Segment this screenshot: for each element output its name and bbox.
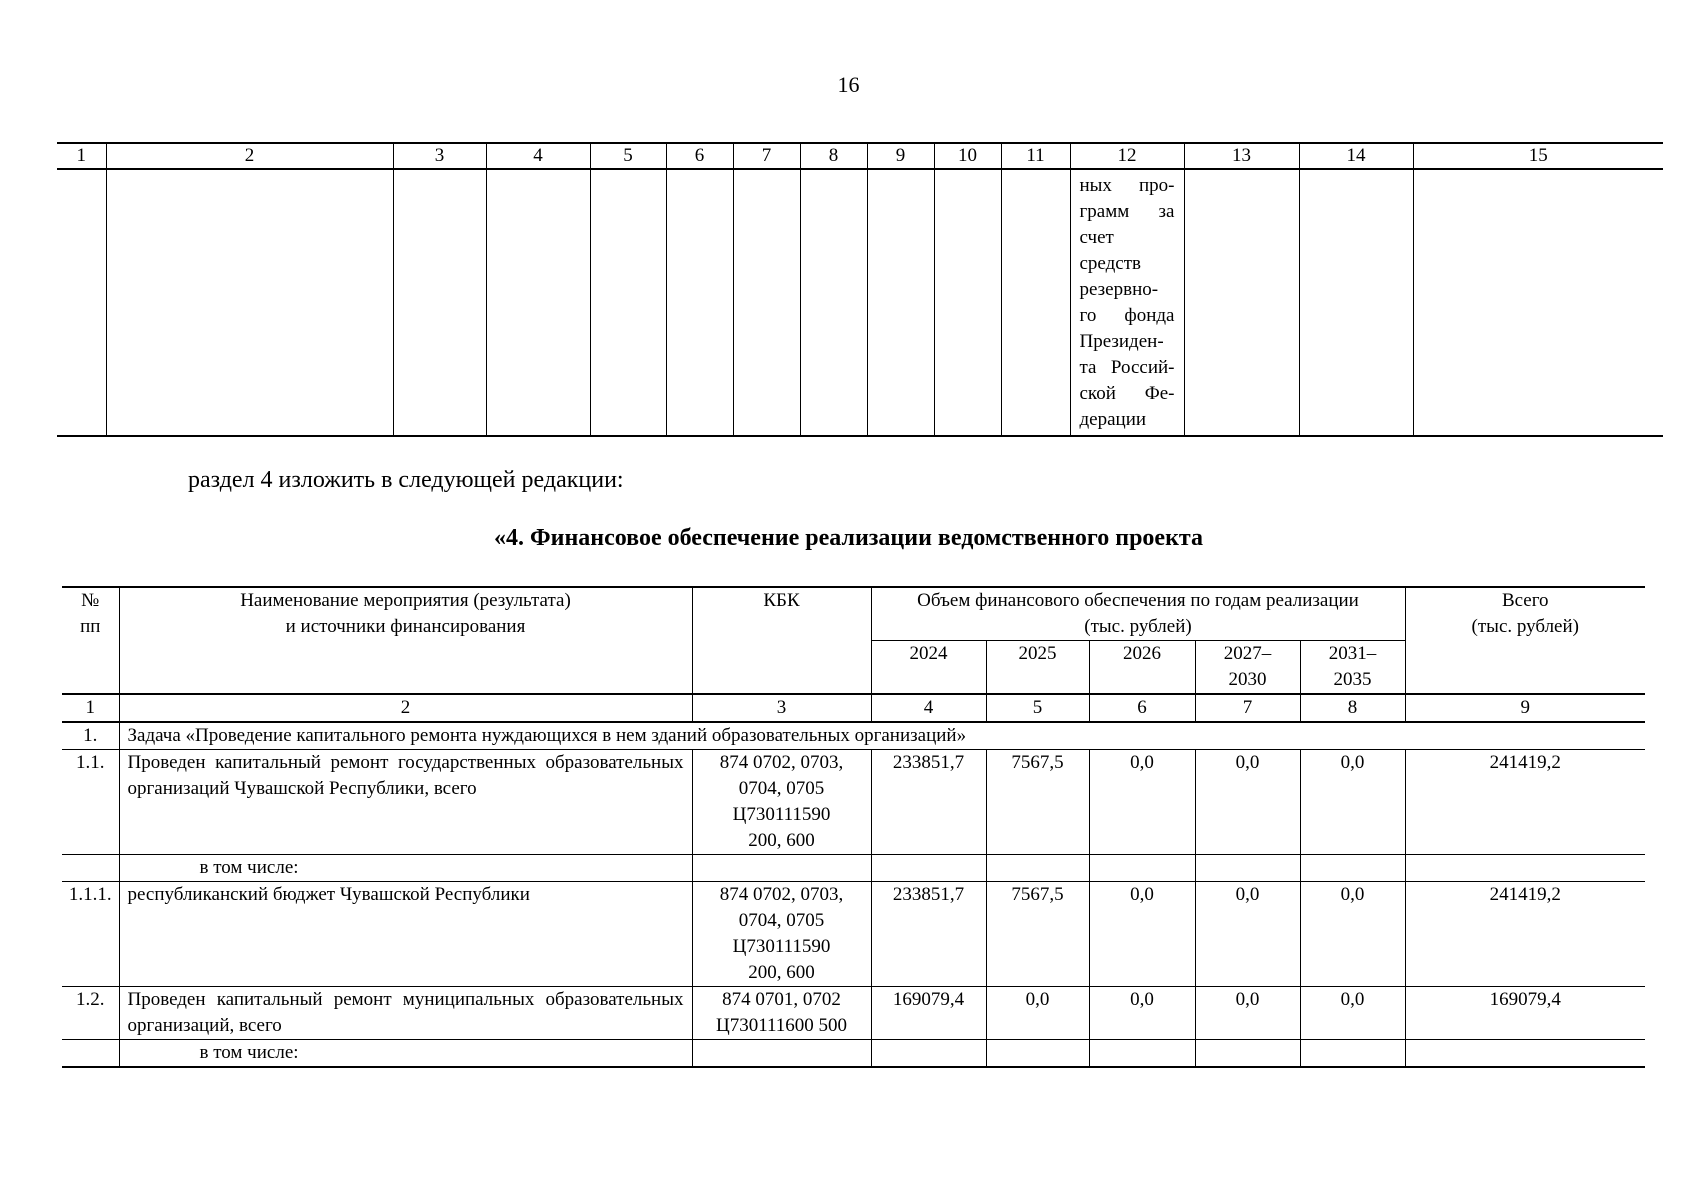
column-number: 12 xyxy=(1070,143,1184,169)
column-number: 5 xyxy=(986,694,1089,722)
value-total: 241419,2 xyxy=(1405,882,1645,987)
empty-cell xyxy=(871,1040,986,1068)
column-number: 2 xyxy=(106,143,393,169)
empty-cell xyxy=(62,855,119,882)
value-2025: 7567,5 xyxy=(986,882,1089,987)
column-number: 2 xyxy=(119,694,692,722)
empty-cell xyxy=(106,169,393,436)
empty-cell xyxy=(733,169,800,436)
column-number: 15 xyxy=(1413,143,1663,169)
empty-cell xyxy=(692,855,871,882)
value-2027-2030: 0,0 xyxy=(1195,882,1300,987)
column-number: 6 xyxy=(666,143,733,169)
empty-cell xyxy=(1195,1040,1300,1068)
value-2027-2030: 0,0 xyxy=(1195,987,1300,1040)
header-total: Всего (тыс. рублей) xyxy=(1405,587,1645,694)
empty-cell xyxy=(1089,1040,1195,1068)
empty-cell xyxy=(986,1040,1089,1068)
column-number: 6 xyxy=(1089,694,1195,722)
column-number: 3 xyxy=(393,143,486,169)
value-2025: 7567,5 xyxy=(986,750,1089,855)
empty-cell xyxy=(1413,169,1663,436)
empty-cell xyxy=(62,1040,119,1068)
empty-cell xyxy=(590,169,666,436)
header-year: 2031– 2035 xyxy=(1300,641,1405,695)
empty-cell xyxy=(1405,855,1645,882)
header-year: 2025 xyxy=(986,641,1089,695)
row-name: республиканский бюджет Чувашской Республики xyxy=(119,882,692,987)
header-kbk: КБК xyxy=(692,587,871,694)
column-number: 4 xyxy=(486,143,590,169)
value-2026: 0,0 xyxy=(1089,750,1195,855)
value-2026: 0,0 xyxy=(1089,882,1195,987)
row-kbk: 874 0702, 0703, 0704, 0705 Ц730111590 200, 600 xyxy=(692,750,871,855)
col12-text-cell xyxy=(1070,169,1184,436)
table-row xyxy=(62,750,1645,855)
header-year: 2026 xyxy=(1089,641,1195,695)
empty-cell xyxy=(867,169,934,436)
row-name: Проведен капитальный ремонт муниципальных образовательных организаций, всего xyxy=(119,987,692,1040)
value-2026: 0,0 xyxy=(1089,987,1195,1040)
column-number: 4 xyxy=(871,694,986,722)
value-2027-2030: 0,0 xyxy=(1195,750,1300,855)
column-numbers-row xyxy=(62,694,1645,722)
row-kbk: 874 0701, 0702 Ц730111600 500 xyxy=(692,987,871,1040)
column-number: 8 xyxy=(800,143,867,169)
text-line: средств xyxy=(1079,253,1141,274)
continuation-table xyxy=(57,142,1663,437)
value-2024: 233851,7 xyxy=(871,882,986,987)
empty-cell xyxy=(1300,1040,1405,1068)
page-number: 16 xyxy=(837,72,860,97)
empty-cell xyxy=(57,169,106,436)
subhead-row xyxy=(62,1040,1645,1068)
task-row xyxy=(62,722,1645,750)
empty-cell xyxy=(666,169,733,436)
value-total: 241419,2 xyxy=(1405,750,1645,855)
row-number: 1.1. xyxy=(62,750,119,855)
column-number: 14 xyxy=(1299,143,1413,169)
value-2031-2035: 0,0 xyxy=(1300,882,1405,987)
row-number: 1. xyxy=(62,722,119,750)
column-number: 7 xyxy=(1195,694,1300,722)
text-line: грамм за xyxy=(1079,201,1175,222)
empty-cell xyxy=(871,855,986,882)
column-number: 5 xyxy=(590,143,666,169)
empty-cell xyxy=(1089,855,1195,882)
empty-cell xyxy=(1299,169,1413,436)
header-year: 2027– 2030 xyxy=(1195,641,1300,695)
row-number: 1.2. xyxy=(62,987,119,1040)
text-line: резервно- xyxy=(1079,279,1159,300)
subhead-text: в том числе: xyxy=(119,855,692,882)
empty-cell xyxy=(1184,169,1299,436)
subhead-text: в том числе: xyxy=(119,1040,692,1068)
empty-cell xyxy=(393,169,486,436)
column-number: 3 xyxy=(692,694,871,722)
value-total: 169079,4 xyxy=(1405,987,1645,1040)
value-2031-2035: 0,0 xyxy=(1300,987,1405,1040)
header-row xyxy=(62,587,1645,641)
empty-cell xyxy=(1300,855,1405,882)
subhead-row xyxy=(62,855,1645,882)
section-title: «4. Финансовое обеспечение реализации ведомственного проекта xyxy=(494,525,1203,551)
empty-cell xyxy=(1405,1040,1645,1068)
column-number: 11 xyxy=(1001,143,1070,169)
empty-cell xyxy=(986,855,1089,882)
intro-text: раздел 4 изложить в следующей редакции: xyxy=(188,467,624,493)
text-line: дерации xyxy=(1079,409,1147,430)
column-number: 10 xyxy=(934,143,1001,169)
header-year: 2024 xyxy=(871,641,986,695)
value-2024: 169079,4 xyxy=(871,987,986,1040)
column-number: 13 xyxy=(1184,143,1299,169)
column-number: 1 xyxy=(62,694,119,722)
header-number: № пп xyxy=(62,587,119,694)
text-line: ных про- xyxy=(1079,175,1175,196)
row-kbk: 874 0702, 0703, 0704, 0705 Ц730111590 200, 600 xyxy=(692,882,871,987)
text-line: счет xyxy=(1079,227,1114,248)
text-line: Президен- xyxy=(1079,331,1164,352)
row-name: Проведен капитальный ремонт государственных образовательных организаций Чувашской Республики, всего xyxy=(119,750,692,855)
empty-cell xyxy=(934,169,1001,436)
table-row xyxy=(62,987,1645,1040)
finance-table xyxy=(62,586,1645,1068)
empty-cell xyxy=(486,169,590,436)
empty-cell xyxy=(800,169,867,436)
column-number: 1 xyxy=(57,143,106,169)
text-line: та Россий- xyxy=(1079,357,1175,378)
value-2024: 233851,7 xyxy=(871,750,986,855)
column-number: 9 xyxy=(867,143,934,169)
text-line: го фонда xyxy=(1079,305,1175,326)
header-name: Наименование мероприятия (результата) и источники финансирования xyxy=(119,587,692,694)
text-line: ской Фе- xyxy=(1079,383,1175,404)
column-number: 8 xyxy=(1300,694,1405,722)
value-2031-2035: 0,0 xyxy=(1300,750,1405,855)
value-2025: 0,0 xyxy=(986,987,1089,1040)
empty-cell xyxy=(1001,169,1070,436)
task-text: Задача «Проведение капитального ремонта нуждающихся в нем зданий образовательных организаций» xyxy=(119,722,1645,750)
row-number: 1.1.1. xyxy=(62,882,119,987)
table-row xyxy=(62,882,1645,987)
continuation-header-row xyxy=(57,143,1663,169)
column-number: 7 xyxy=(733,143,800,169)
column-number: 9 xyxy=(1405,694,1645,722)
empty-cell xyxy=(692,1040,871,1068)
empty-cell xyxy=(1195,855,1300,882)
header-volume: Объем финансового обеспечения по годам реализации (тыс. рублей) xyxy=(871,587,1405,641)
continuation-body-row xyxy=(57,169,1663,436)
